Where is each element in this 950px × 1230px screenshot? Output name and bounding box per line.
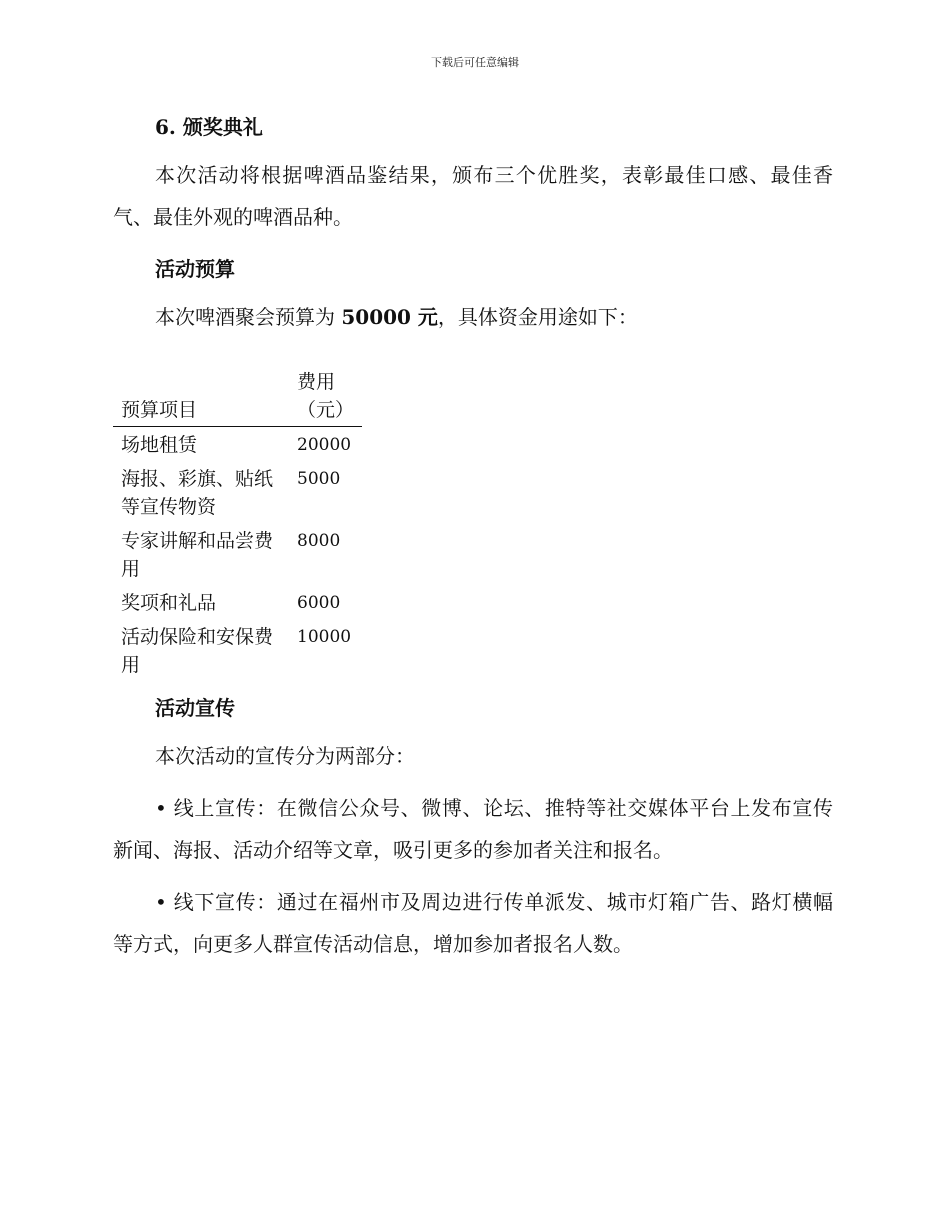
budget-cost-cell: 20000 (297, 435, 352, 455)
budget-table-header-row (113, 368, 362, 427)
table-row (113, 585, 362, 619)
budget-item-cell: 场地租赁 (121, 434, 198, 456)
document-body (113, 110, 833, 965)
promo-intro: 本次活动的宣传分为两部分： (155, 744, 415, 768)
budget-col-item-header: 预算项目 (113, 368, 289, 427)
budget-cost-cell: 10000 (297, 627, 352, 647)
budget-col-cost-header: 费用（元） (289, 368, 362, 427)
budget-item-cell: 活动保险和安保费用 (121, 626, 274, 676)
budget-item-cell: 专家讲解和品尝费用 (121, 530, 274, 580)
promo-online-paragraph: • 线上宣传：在微信公众号、微博、论坛、推特等社交媒体平台上发布宣传新闻、海报、活动介绍等文章，吸引更多的参加者关注和报名。 (113, 796, 833, 862)
awards-heading: 6. 颁奖典礼 (155, 115, 263, 139)
table-row (113, 619, 362, 681)
budget-cost-cell: 5000 (297, 469, 341, 489)
budget-item-cell: 海报、彩旗、贴纸等宣传物资 (121, 468, 274, 518)
budget-cost-cell: 6000 (297, 593, 341, 613)
budget-intro-after: ，具体资金用途如下： (437, 305, 638, 329)
promo-offline-paragraph: • 线下宣传：通过在福州市及周边进行传单派发、城市灯箱广告、路灯横幅等方式，向更多人群宣传活动信息，增加参加者报名人数。 (113, 890, 833, 956)
awards-paragraph: 本次活动将根据啤酒品鉴结果，颁布三个优胜奖，表彰最佳口感、最佳香气、最佳外观的啤酒品种。 (113, 163, 833, 229)
table-row (113, 523, 362, 585)
budget-heading: 活动预算 (155, 257, 235, 281)
budget-table (113, 368, 362, 681)
budget-item-cell: 奖项和礼品 (121, 592, 217, 614)
page-header: 下载后可任意编辑 (431, 56, 519, 69)
table-row (113, 461, 362, 523)
budget-cost-cell: 8000 (297, 531, 341, 551)
promo-heading: 活动宣传 (155, 696, 235, 720)
table-row (113, 427, 362, 462)
budget-intro (113, 296, 833, 338)
budget-total-amount: 50000 元 (341, 305, 438, 329)
budget-intro-before: 本次啤酒聚会预算为 (155, 305, 342, 329)
